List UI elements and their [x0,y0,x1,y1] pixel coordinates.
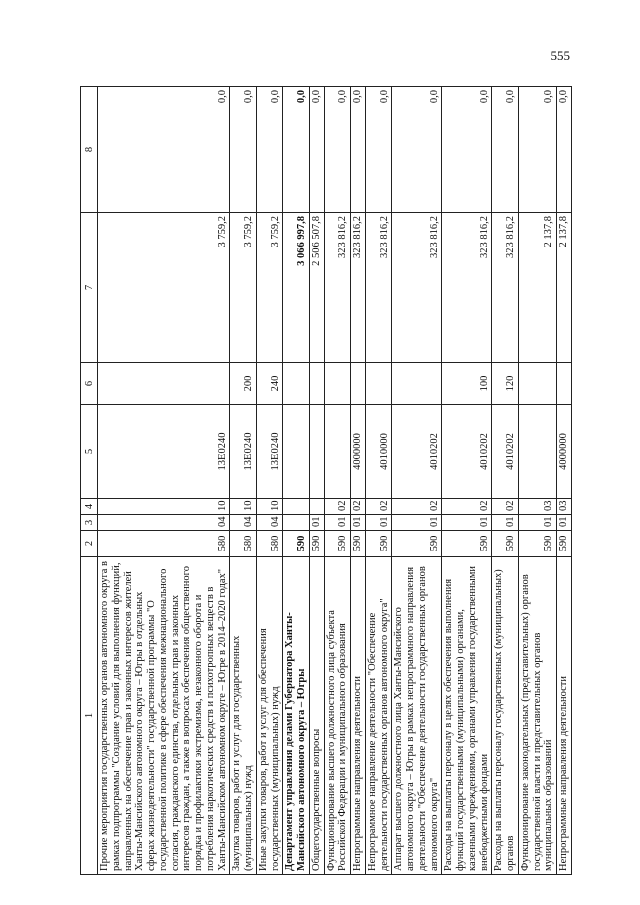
table-cell-col2: 590 [351,531,366,557]
table-cell-col2: 590 [392,531,442,557]
table-cell-col3: 01 [392,515,442,531]
column-header: 6 [81,363,98,405]
column-header: 7 [81,213,98,363]
table-cell-col7: 2 506 507,8 [309,213,324,363]
table-cell-col7: 3 759,2 [98,213,230,363]
table-cell-col4: 02 [492,499,519,515]
table-row [283,87,310,875]
table-cell-col6 [365,363,392,405]
table-cell-col5: 13Е0240 [230,405,257,499]
table-cell-col5: 4010202 [392,405,442,499]
column-header: 8 [81,87,98,213]
table-cell-col6 [324,363,351,405]
table-cell-col4 [309,499,324,515]
table-cell-col6 [283,363,310,405]
table-cell-col8: 0,0 [230,87,257,213]
table-cell-col4: 03 [557,499,572,515]
table-cell-col6 [392,363,442,405]
table-cell-col5: 13Е0240 [98,405,230,499]
table-cell-col7: 2 137,8 [557,213,572,363]
table-cell-col6: 100 [442,363,492,405]
table-cell-col6 [98,363,230,405]
table-cell-col1: Закупка товаров, работ и услуг для государственных (муниципальных) нужд [230,557,257,875]
table-cell-col1: Департамент управления делами Губернатора Ханты-Мансийского автономного округа – Югры [283,557,310,875]
page-number: 555 [550,48,570,63]
table-cell-col7: 2 137,8 [518,213,556,363]
table-row [256,87,283,875]
column-header: 4 [81,499,98,515]
table-row [324,87,351,875]
rotated-table-wrapper [80,87,570,875]
table-cell-col6 [351,363,366,405]
table-cell-col1: Непрограммные направления деятельности [557,557,572,875]
table-cell-col2: 590 [492,531,519,557]
table-cell-col3: 01 [518,515,556,531]
table-cell-col4: 10 [98,499,230,515]
table-cell-col2: 590 [324,531,351,557]
column-header: 5 [81,405,98,499]
table-cell-col2: 590 [518,531,556,557]
table-cell-col3: 01 [442,515,492,531]
table-cell-col5 [283,405,310,499]
table-cell-col2: 590 [283,531,310,557]
table-cell-col6: 120 [492,363,519,405]
table-row [98,87,230,875]
table-cell-col6 [557,363,572,405]
column-header: 1 [81,557,98,875]
table-cell-col2: 590 [442,531,492,557]
table-cell-col3: 01 [492,515,519,531]
table-cell-col1: Прочие мероприятия государственных органов автономного округа в рамках подпрограммы "Создание условий для выполнения функций, направленных на обеспечение прав и законных интересов жителей Ханты-Мансийского автономного округа – Югры в отдельных сферах жизнедеятельности" государственной программы "О государственной политике в сфере обеспечения межнационального согласия, гражданского единства, отдельных прав и законных интересов граждан, а также в вопросах обеспечения общественного порядка и профилактики экстремизма, незаконного оборота и потребления наркотических средств и психотропных веществ в Ханты-Мансийском автономном округе – Югре в 2014–2020 годах" [98,557,230,875]
table-cell-col7: 323 816,2 [392,213,442,363]
table-cell-col3: 01 [309,515,324,531]
table-cell-col7: 323 816,2 [351,213,366,363]
table-row [492,87,519,875]
table-cell-col4: 02 [392,499,442,515]
table-cell-col3: 04 [98,515,230,531]
table-cell-col6: 200 [230,363,257,405]
table-cell-col2: 580 [230,531,257,557]
table-row [442,87,492,875]
table-cell-col3: 01 [351,515,366,531]
table-cell-col7: 323 816,2 [442,213,492,363]
table-cell-col3: 04 [230,515,257,531]
table-cell-col6 [309,363,324,405]
table-row [518,87,556,875]
table-cell-col7: 3 759,2 [230,213,257,363]
table-cell-col8: 0,0 [351,87,366,213]
table-cell-col2: 580 [256,531,283,557]
table-cell-col1: Аппарат высшего должностного лица Ханты-Мансийского автономного округа – Югры в рамках непрограммного направления деятельности "Обеспечение деятельности государственных органов автономного округа" [392,557,442,875]
table-cell-col2: 580 [98,531,230,557]
column-header: 3 [81,515,98,531]
header-row [81,87,98,875]
table-cell-col7: 3 759,2 [256,213,283,363]
table-cell-col5: 4010000 [365,405,392,499]
table-cell-col1: Функционирование законодательных (представительных) органов государственной власти и представительных органов муниципальных образований [518,557,556,875]
table-row [557,87,572,875]
table-cell-col3 [283,515,310,531]
budget-table [80,86,572,875]
table-cell-col6: 240 [256,363,283,405]
table-cell-col8: 0,0 [98,87,230,213]
table-cell-col4: 02 [442,499,492,515]
table-row [392,87,442,875]
table-cell-col3: 01 [557,515,572,531]
table-row [351,87,366,875]
table-cell-col1: Общегосударственные вопросы [309,557,324,875]
table-cell-col8: 0,0 [324,87,351,213]
table-cell-col3: 01 [324,515,351,531]
table-cell-col5: 4010202 [442,405,492,499]
table-cell-col7: 323 816,2 [365,213,392,363]
table-cell-col5: 4000000 [557,405,572,499]
table-cell-col8: 0,0 [365,87,392,213]
table-cell-col8: 0,0 [256,87,283,213]
table-cell-col7: 3 066 997,8 [283,213,310,363]
table-cell-col1: Функционирование высшего должностного лица субъекта Российской Федерации и муниципального образования [324,557,351,875]
table-cell-col6 [518,363,556,405]
table-cell-col5 [518,405,556,499]
table-cell-col4 [283,499,310,515]
table-cell-col8: 0,0 [283,87,310,213]
table-cell-col1: Расходы на выплаты персоналу государственных (муниципальных) органов [492,557,519,875]
table-cell-col8: 0,0 [309,87,324,213]
table-cell-col8: 0,0 [518,87,556,213]
table-cell-col8: 0,0 [392,87,442,213]
table-cell-col4: 10 [256,499,283,515]
table-cell-col4: 10 [230,499,257,515]
table-cell-col5 [309,405,324,499]
table-cell-col3: 01 [365,515,392,531]
table-cell-col7: 323 816,2 [492,213,519,363]
table-cell-col8: 0,0 [492,87,519,213]
table-cell-col4: 02 [365,499,392,515]
table-cell-col2: 590 [309,531,324,557]
table-row [230,87,257,875]
table-cell-col3: 04 [256,515,283,531]
table-cell-col8: 0,0 [557,87,572,213]
table-cell-col2: 590 [557,531,572,557]
table-cell-col4: 03 [518,499,556,515]
table-cell-col1: Непрограммные направления деятельности [351,557,366,875]
table-cell-col1: Иные закупки товаров, работ и услуг для обеспечения государственных (муниципальных) нужд [256,557,283,875]
table-row [309,87,324,875]
table-cell-col8: 0,0 [442,87,492,213]
table-cell-col1: Расходы на выплаты персоналу в целях обеспечения выполнения функций государственными (муниципальными) органами, казенными учреждениями, органами управления государственными внебюджетными фондами [442,557,492,875]
table-cell-col5 [324,405,351,499]
table-cell-col4: 02 [324,499,351,515]
table-body [98,87,572,875]
table-cell-col2: 590 [365,531,392,557]
table-cell-col5: 13Е0240 [256,405,283,499]
table-row [365,87,392,875]
table-cell-col5: 4010202 [492,405,519,499]
table-cell-col5: 4000000 [351,405,366,499]
table-cell-col7: 323 816,2 [324,213,351,363]
table-cell-col1: Непрограммное направление деятельности "Обеспечение деятельности государственных органов автономного округа" [365,557,392,875]
column-header: 2 [81,531,98,557]
table-cell-col4: 02 [351,499,366,515]
